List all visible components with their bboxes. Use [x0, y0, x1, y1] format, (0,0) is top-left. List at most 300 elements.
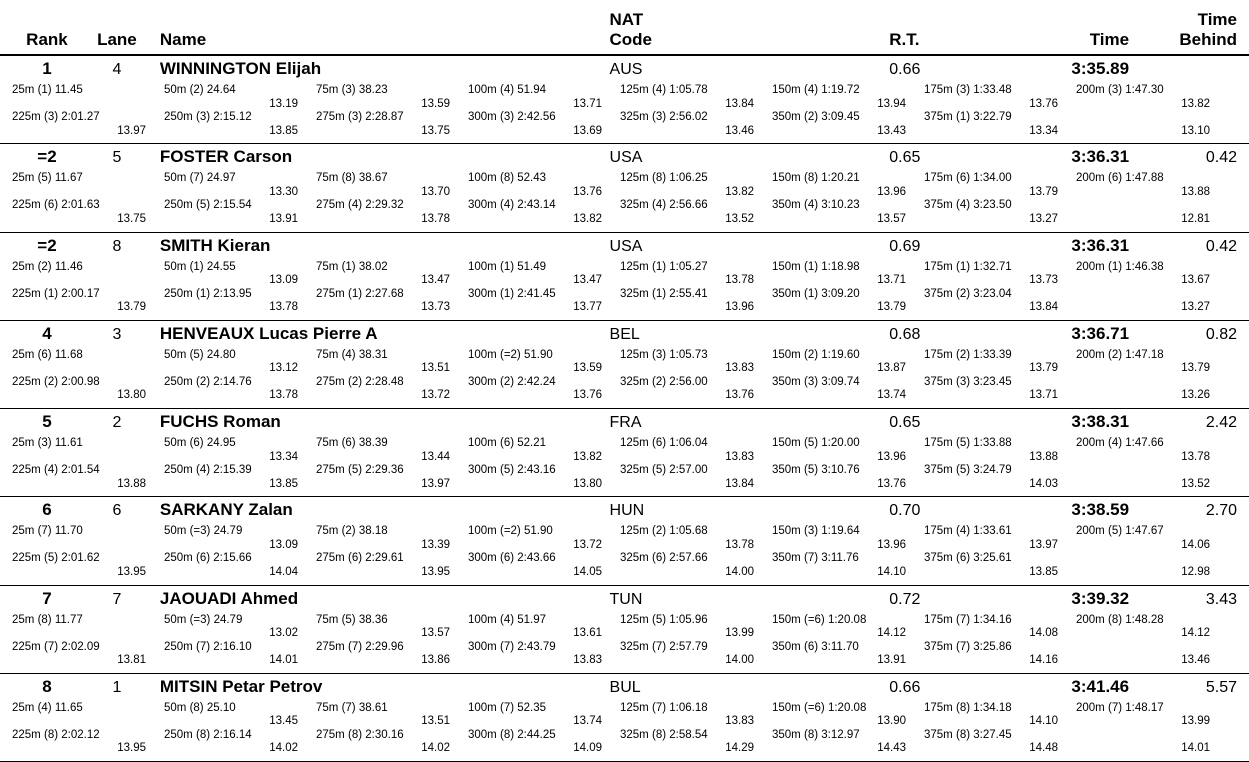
split-position: (3) [347, 111, 363, 124]
split-cumulative-time: 2:43.79 [517, 640, 556, 653]
split-position: (4) [651, 84, 667, 96]
split-position: (8) [955, 701, 971, 714]
swimmer-final-time: 3:39.32 [1071, 588, 1130, 608]
swimmer-rank: 4 [42, 323, 52, 343]
split-cumulative-time: 3:27.45 [973, 728, 1012, 741]
results-table-header [0, 0, 1249, 56]
split-lap-time: 13.43 [877, 124, 906, 137]
split-cumulative-time: 24.97 [206, 172, 236, 185]
split-distance: 300m [468, 728, 497, 741]
split-lap-time: 13.34 [269, 450, 298, 463]
split-lap-time: 13.78 [725, 538, 754, 551]
swimmer-lane: 8 [112, 237, 122, 255]
split-lap-time [12, 627, 158, 641]
swimmer-summary-row [0, 497, 1249, 523]
split-lap-time: 13.95 [117, 565, 146, 578]
split-lap-time: 13.82 [1181, 97, 1210, 110]
split-lap-time: 13.99 [1181, 715, 1210, 728]
split-lap-time: 13.57 [877, 212, 906, 225]
split-lap-time: 13.78 [269, 389, 298, 402]
split-lap-time: 13.76 [1029, 97, 1058, 110]
split-position: (=6) [803, 613, 825, 626]
split-cumulative-time: 2:56.02 [669, 111, 708, 124]
split-distance: 275m [316, 640, 345, 653]
split-position: (1) [803, 287, 819, 300]
swimmer-summary-row [0, 56, 1249, 82]
split-distance: 350m [772, 111, 801, 124]
split-distance: 325m [620, 287, 649, 300]
split-cumulative-time: 11.68 [54, 348, 83, 361]
split-cell [924, 84, 1076, 111]
split-lap-time: 13.52 [725, 212, 754, 225]
split-cumulative-time: 2:14.76 [213, 375, 252, 388]
split-cell [12, 437, 164, 464]
split-lap-time: 14.01 [269, 654, 298, 667]
split-cell [316, 641, 468, 668]
split-cell [620, 552, 772, 579]
split-lap-time: 13.10 [1181, 124, 1210, 137]
split-cumulative-time: 2:29.61 [365, 552, 404, 565]
split-position: (2) [1107, 348, 1123, 361]
split-position: (2) [43, 375, 59, 388]
swimmer-rank: 6 [42, 500, 52, 520]
split-distance: 275m [316, 464, 345, 477]
split-distance: 325m [620, 199, 649, 212]
split-cell [12, 702, 164, 729]
split-distance: 75m [316, 613, 339, 626]
split-position: (8) [43, 728, 59, 741]
split-position: (5) [347, 464, 363, 477]
swimmer-time-behind: 3.43 [1205, 590, 1237, 608]
split-distance: 275m [316, 111, 345, 124]
swimmer-summary-row [0, 674, 1249, 700]
split-distance: 225m [12, 111, 41, 124]
split-distance: 225m [12, 199, 41, 212]
split-position: (7) [651, 701, 667, 714]
split-lap-time: 14.10 [1029, 715, 1058, 728]
split-distance: 25m [12, 525, 35, 538]
split-cell [924, 111, 1076, 138]
split-distance: 25m [12, 701, 35, 714]
swimmer-name: SARKANY Zalan [159, 500, 293, 520]
split-lap-time: 13.59 [573, 362, 602, 375]
split-position: (6) [341, 437, 356, 449]
split-position: (4) [499, 84, 515, 96]
split-cumulative-time: 2:58.54 [669, 728, 708, 741]
split-cumulative-time: 24.79 [213, 613, 243, 626]
split-cell [12, 199, 164, 226]
split-lap-time: 14.10 [877, 565, 906, 578]
split-position: (7) [341, 701, 356, 714]
split-cumulative-time: 2:57.79 [669, 640, 708, 653]
split-distance: 250m [164, 728, 193, 741]
split-cumulative-time: 2:00.98 [61, 375, 100, 388]
split-distance: 275m [316, 728, 345, 741]
split-distance: 125m [620, 84, 649, 96]
split-distance: 225m [12, 287, 41, 300]
split-distance: 175m [924, 437, 953, 449]
split-cumulative-time: 1:19.72 [821, 84, 860, 96]
split-distance: 75m [316, 701, 339, 714]
split-lap-time: 13.57 [421, 627, 450, 640]
split-cell [1076, 729, 1228, 756]
split-cumulative-time: 1:33.39 [973, 348, 1012, 361]
split-lap-time: 13.67 [1181, 274, 1210, 287]
split-position: (8) [1107, 613, 1123, 626]
split-lap-time: 13.85 [269, 124, 298, 137]
split-cell [772, 172, 924, 199]
split-lap-time: 13.30 [269, 185, 298, 198]
split-cell [620, 261, 772, 288]
split-lap-time: 13.51 [421, 715, 450, 728]
split-lap-time [12, 186, 158, 200]
split-lap-time: 13.82 [725, 185, 754, 198]
split-cumulative-time: 1:05.68 [669, 525, 708, 538]
split-distance: 350m [772, 728, 801, 741]
split-cumulative-time: 1:20.00 [821, 437, 860, 449]
split-cumulative-time: 38.39 [358, 437, 388, 449]
split-position: (3) [803, 375, 819, 388]
split-position: (3) [499, 111, 515, 124]
split-distance: 175m [924, 613, 953, 626]
split-cumulative-time: 2:57.66 [669, 552, 708, 565]
split-position: (2) [651, 375, 667, 388]
split-cumulative-time: 1:48.17 [1125, 701, 1164, 714]
split-cell [620, 84, 772, 111]
split-distance: 225m [12, 375, 41, 388]
column-header-name: Name [159, 29, 207, 49]
split-lap-time: 13.09 [269, 538, 298, 551]
split-cell [12, 111, 164, 138]
split-lap-time: 13.96 [877, 450, 906, 463]
split-position: (2) [803, 111, 819, 124]
split-distance: 75m [316, 525, 339, 538]
swimmer-splits [0, 170, 1249, 232]
split-cell [924, 376, 1076, 403]
column-header-time: Time [1089, 29, 1130, 49]
split-distance: 350m [772, 199, 801, 212]
split-distance: 100m [468, 437, 497, 449]
split-distance: 50m [164, 613, 187, 626]
split-cell [12, 614, 164, 641]
split-distance: 25m [12, 260, 35, 273]
split-distance: 100m [468, 613, 497, 626]
split-cumulative-time: 38.61 [358, 701, 388, 714]
split-cell [164, 349, 316, 376]
split-lap-time: 13.79 [1029, 362, 1058, 375]
split-distance: 50m [164, 84, 187, 96]
split-cumulative-time: 2:27.68 [365, 287, 404, 300]
split-position: (6) [37, 348, 52, 361]
swimmer-name: SMITH Kieran [159, 235, 271, 255]
split-distance: 350m [772, 640, 801, 653]
split-distance: 250m [164, 464, 193, 477]
split-position: (1) [43, 287, 59, 300]
split-cumulative-time: 2:01.62 [61, 552, 100, 565]
column-header-nat-line2: Code [609, 29, 653, 49]
split-position: (5) [189, 348, 204, 361]
results-list [0, 56, 1249, 762]
split-position: (2) [499, 375, 515, 388]
swimmer-final-time: 3:41.46 [1071, 676, 1130, 696]
split-lap-time: 13.79 [1181, 362, 1210, 375]
split-position: (7) [189, 172, 204, 185]
split-cell [1076, 702, 1228, 729]
split-lap-time: 13.88 [1181, 185, 1210, 198]
split-cell [772, 464, 924, 491]
split-cell [924, 172, 1076, 199]
split-lap-time: 13.84 [1029, 301, 1058, 314]
split-cumulative-time: 2:15.54 [213, 199, 252, 212]
split-cell [620, 288, 772, 315]
split-distance: 175m [924, 260, 953, 273]
split-distance: 25m [12, 348, 35, 361]
split-lap-time [12, 274, 158, 288]
split-distance: 200m [1076, 613, 1105, 626]
split-cumulative-time: 2:42.24 [517, 375, 556, 388]
split-cell [316, 199, 468, 226]
split-cell [468, 729, 620, 756]
split-cell [924, 729, 1076, 756]
split-cell [772, 525, 924, 552]
split-lap-time [12, 362, 158, 376]
split-distance: 175m [924, 348, 953, 361]
split-cell [316, 464, 468, 491]
split-distance: 350m [772, 375, 801, 388]
split-cell [468, 288, 620, 315]
split-lap-time: 13.27 [1029, 212, 1058, 225]
split-position: (1) [955, 111, 971, 124]
swimmer-reaction-time: 0.66 [889, 678, 921, 696]
split-cell [468, 349, 620, 376]
swimmer-lane: 3 [112, 325, 122, 343]
split-cumulative-time: 1:47.66 [1125, 437, 1164, 449]
split-lap-time: 13.83 [725, 362, 754, 375]
split-lap-time: 14.02 [421, 742, 450, 755]
column-header-time-behind [1129, 10, 1241, 50]
split-distance: 250m [164, 287, 193, 300]
split-distance: 225m [12, 728, 41, 741]
swimmer-summary-row [0, 586, 1249, 612]
split-cell [924, 261, 1076, 288]
split-cumulative-time: 51.90 [523, 348, 553, 361]
split-lap-time: 13.75 [117, 212, 146, 225]
split-distance: 375m [924, 287, 953, 300]
split-distance: 150m [772, 613, 801, 626]
split-distance: 50m [164, 348, 187, 361]
split-lap-time: 13.74 [877, 389, 906, 402]
split-cumulative-time: 3:09.45 [821, 111, 860, 124]
split-distance: 325m [620, 375, 649, 388]
split-cumulative-time: 2:42.56 [517, 111, 556, 124]
split-cumulative-time: 1:20.08 [827, 613, 867, 626]
swimmer-splits [0, 435, 1249, 497]
swimmer-rank: =2 [37, 147, 57, 167]
split-position: (1) [499, 287, 515, 300]
split-lap-time: 13.91 [269, 212, 298, 225]
swimmer-reaction-time: 0.66 [889, 61, 921, 78]
split-lap-time: 13.83 [725, 715, 754, 728]
split-lap-time: 13.47 [573, 274, 602, 287]
swimmer-reaction-time: 0.68 [889, 325, 921, 343]
split-cumulative-time: 24.64 [206, 84, 236, 96]
split-cell [772, 261, 924, 288]
swimmer-reaction-time: 0.65 [889, 414, 921, 431]
split-cumulative-time: 1:32.71 [973, 260, 1012, 273]
split-cell [164, 552, 316, 579]
split-position: (7) [1107, 701, 1123, 714]
split-cell [164, 437, 316, 464]
split-lap-time: 13.73 [421, 301, 450, 314]
split-distance: 125m [620, 701, 649, 714]
split-lap-time: 13.71 [1029, 389, 1058, 402]
split-cell [12, 729, 164, 756]
split-cell [772, 111, 924, 138]
split-cell [620, 729, 772, 756]
split-distance: 125m [620, 172, 649, 185]
split-distance: 100m [468, 525, 497, 538]
split-distance: 350m [772, 464, 801, 477]
split-position: (8) [195, 728, 211, 741]
split-cell [316, 729, 468, 756]
split-lap-time: 13.79 [117, 301, 146, 314]
split-cumulative-time: 52.43 [517, 172, 547, 185]
split-lap-time: 13.83 [573, 654, 602, 667]
split-cumulative-time: 2:13.95 [213, 287, 252, 300]
split-distance: 275m [316, 375, 345, 388]
split-cumulative-time: 2:57.00 [669, 464, 708, 477]
split-cell [12, 525, 164, 552]
split-cell [1076, 199, 1228, 226]
split-cell [772, 437, 924, 464]
split-cumulative-time: 1:19.60 [821, 348, 860, 361]
split-distance: 300m [468, 199, 497, 212]
split-cumulative-time: 2:43.16 [517, 464, 556, 477]
split-cumulative-time: 38.67 [358, 172, 388, 185]
split-cell [924, 288, 1076, 315]
split-distance: 25m [12, 437, 35, 449]
split-cumulative-time: 11.46 [54, 260, 83, 273]
split-cumulative-time: 1:05.27 [669, 260, 708, 273]
split-distance: 250m [164, 375, 193, 388]
split-cell [164, 464, 316, 491]
split-distance: 300m [468, 287, 497, 300]
swimmer-rank: 1 [42, 59, 52, 78]
split-cumulative-time: 1:18.98 [821, 260, 860, 273]
swimmer-entry [0, 233, 1249, 321]
split-cumulative-time: 3:09.74 [821, 375, 860, 388]
split-distance: 225m [12, 464, 41, 477]
split-lap-time: 13.99 [725, 627, 754, 640]
split-position: (2) [195, 375, 211, 388]
split-distance: 200m [1076, 437, 1105, 449]
split-lap-time: 13.97 [421, 477, 450, 490]
split-position: (5) [341, 613, 356, 626]
swimmer-rank: 7 [42, 588, 52, 608]
split-lap-time: 13.51 [421, 362, 450, 375]
split-lap-time: 14.01 [1181, 742, 1210, 755]
split-cell [316, 437, 468, 464]
column-header-behind-line2: Behind [1179, 29, 1237, 49]
split-lap-time: 14.48 [1029, 742, 1058, 755]
split-cell [164, 84, 316, 111]
split-lap-time: 13.02 [269, 627, 298, 640]
split-cumulative-time: 11.77 [54, 613, 83, 626]
split-cumulative-time: 2:29.32 [365, 199, 404, 212]
split-distance: 50m [164, 437, 187, 449]
swimmer-nat-code: USA [609, 237, 643, 255]
split-cell [620, 614, 772, 641]
split-cumulative-time: 2:43.66 [517, 552, 556, 565]
split-distance: 150m [772, 172, 801, 185]
split-position: (6) [651, 552, 667, 565]
split-position: (2) [347, 375, 363, 388]
split-distance: 375m [924, 728, 953, 741]
split-cell [316, 614, 468, 641]
split-cell [316, 111, 468, 138]
split-distance: 225m [12, 640, 41, 653]
split-distance: 325m [620, 640, 649, 653]
split-lap-time: 13.46 [725, 124, 754, 137]
split-distance: 125m [620, 613, 649, 626]
swimmer-splits [0, 523, 1249, 585]
split-cumulative-time: 1:46.38 [1125, 260, 1164, 273]
split-distance: 100m [468, 260, 497, 273]
split-lap-time: 13.27 [1181, 301, 1210, 314]
split-cell [468, 376, 620, 403]
split-cumulative-time: 38.18 [358, 525, 388, 538]
split-position: (8) [499, 172, 515, 185]
split-cumulative-time: 1:47.67 [1125, 525, 1164, 538]
split-position: (5) [43, 552, 59, 565]
split-lap-time: 13.80 [117, 389, 146, 402]
split-distance: 200m [1076, 525, 1105, 538]
split-cell [924, 199, 1076, 226]
split-cumulative-time: 3:10.76 [821, 464, 860, 477]
split-distance: 325m [620, 728, 649, 741]
split-position: (6) [651, 437, 667, 449]
split-position: (6) [499, 552, 515, 565]
swimmer-entry [0, 321, 1249, 409]
split-lap-time: 14.12 [1181, 627, 1210, 640]
split-lap-time: 13.95 [421, 565, 450, 578]
split-position: (1) [955, 260, 971, 273]
split-position: (6) [803, 640, 819, 653]
split-lap-time: 13.84 [725, 477, 754, 490]
split-position: (6) [195, 552, 211, 565]
swimmer-name: JAOUADI Ahmed [159, 588, 299, 608]
split-distance: 50m [164, 172, 187, 185]
split-position: (2) [955, 348, 971, 361]
split-cell [772, 729, 924, 756]
swimmer-time-behind: 0.42 [1205, 149, 1237, 167]
split-cumulative-time: 3:25.61 [973, 552, 1012, 565]
swimmer-nat-code: TUN [609, 590, 643, 608]
swimmer-entry [0, 497, 1249, 585]
split-lap-time: 13.82 [573, 212, 602, 225]
split-distance: 75m [316, 437, 339, 449]
split-cell [1076, 641, 1228, 668]
split-distance: 250m [164, 111, 193, 124]
split-lap-time: 13.78 [269, 301, 298, 314]
split-cumulative-time: 2:16.10 [213, 640, 252, 653]
split-lap-time: 13.96 [725, 301, 754, 314]
split-distance: 50m [164, 260, 187, 273]
split-distance: 325m [620, 552, 649, 565]
split-cumulative-time: 1:20.08 [827, 701, 867, 714]
split-position: (5) [37, 172, 52, 185]
split-lap-time: 13.46 [1181, 654, 1210, 667]
